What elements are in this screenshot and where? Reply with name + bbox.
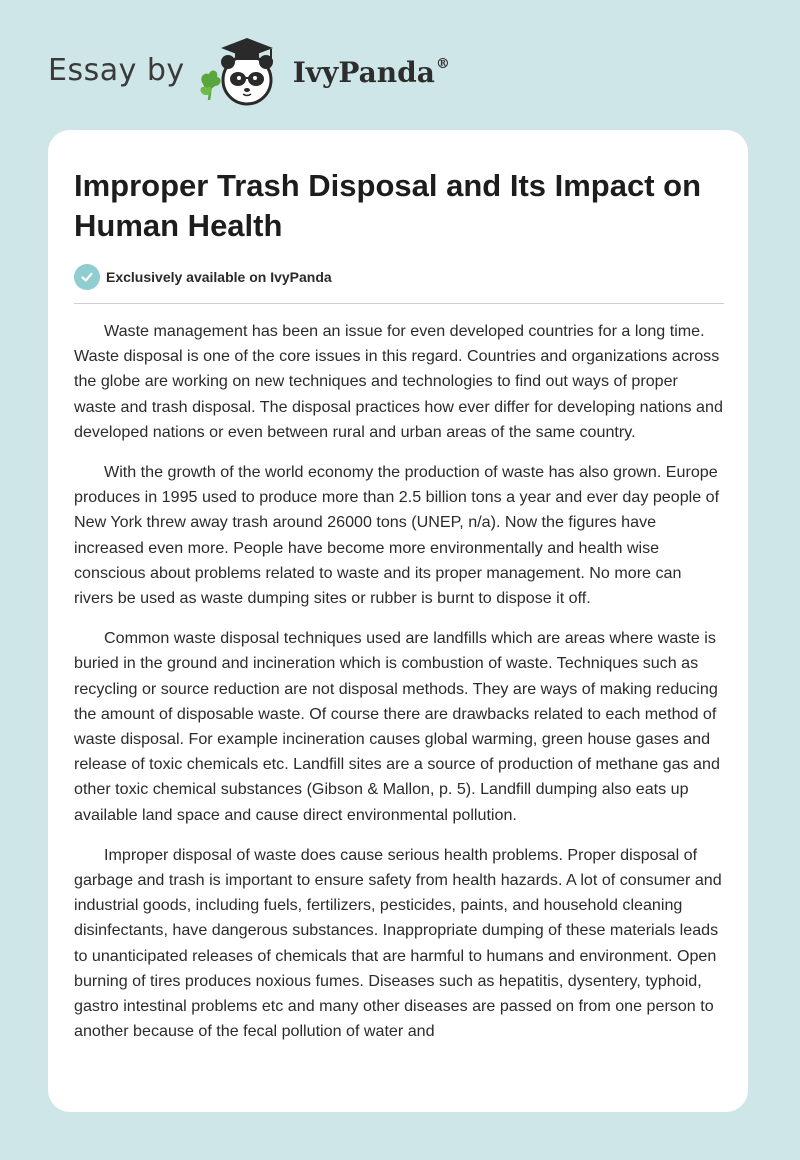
paragraph-2: With the growth of the world economy the production of waste has also grown. Europe produces in 1995 used to produce more than 2.5 billion tons a year and ever day people of New York threw away trash around 26000 tons (UNEP, n/a). Now the figures have increased even more. People have become more environmentally and health wise conscious about problems related to waste and its proper management. No more can rivers be used as waste dumping sites or rubber is burnt to dispose it off.	[74, 463, 720, 608]
badge-text: Exclusively available on IvyPanda	[106, 269, 332, 285]
divider	[74, 303, 724, 304]
essay-card	[48, 130, 748, 1112]
essay-title: Improper Trash Disposal and Its Impact on Human Health	[74, 168, 702, 243]
registered-mark: ®	[435, 55, 450, 72]
exclusive-badge	[74, 264, 332, 290]
essay-by-label: Essay by	[48, 52, 185, 88]
checkmark-icon	[74, 264, 100, 290]
paragraph-3: Common waste disposal techniques used are landfills which are areas where waste is buried in the ground and incineration which is combustion of waste. Techniques such as recycling or source reduction are not disposal methods. They are ways of making reducing the amount of disposable waste. Of course there are drawbacks related to each method of waste disposal. For example incineration causes global warming, green house gases and release of toxic chemicals etc. Landfill sites are a source of production of methane gas and other toxic chemical substances (Gibson & Mallon, p. 5). Landfill dumping also eats up available land space and cause direct environmental pollution.	[74, 629, 720, 824]
brand-label: IvyPanda	[292, 55, 435, 89]
site-header	[48, 30, 450, 110]
paragraph-4: Improper disposal of waste does cause serious health problems. Proper disposal of garbage and trash is important to ensure safety from health hazards. A lot of consumer and industrial goods, including fuels, fertilizers, pesticides, paints, and household cleaning disinfectants, have dangerous substances. Inappropriate dumping of these materials leads to unanticipated releases of chemicals that are harmful to humans and environment. Open burning of tires produces noxious fumes. Diseases such as hepatitis, dysentery, typhoid, gastro intestinal problems etc and many other diseases are passed on from one person to another because of the fecal pollution of water and	[74, 845, 722, 1041]
panda-logo-icon	[197, 30, 285, 110]
paragraph-1: Waste management has been an issue for even developed countries for a long time. Waste disposal is one of the core issues in this regard. Countries and organizations across the globe are working on new techniques and technologies to find out ways of proper waste and trash disposal. The disposal practices how ever differ for developing nations and developed nations or even between rural and urban areas of the same country.	[74, 322, 723, 441]
essay-body	[74, 319, 724, 1059]
brand-name	[293, 56, 450, 89]
